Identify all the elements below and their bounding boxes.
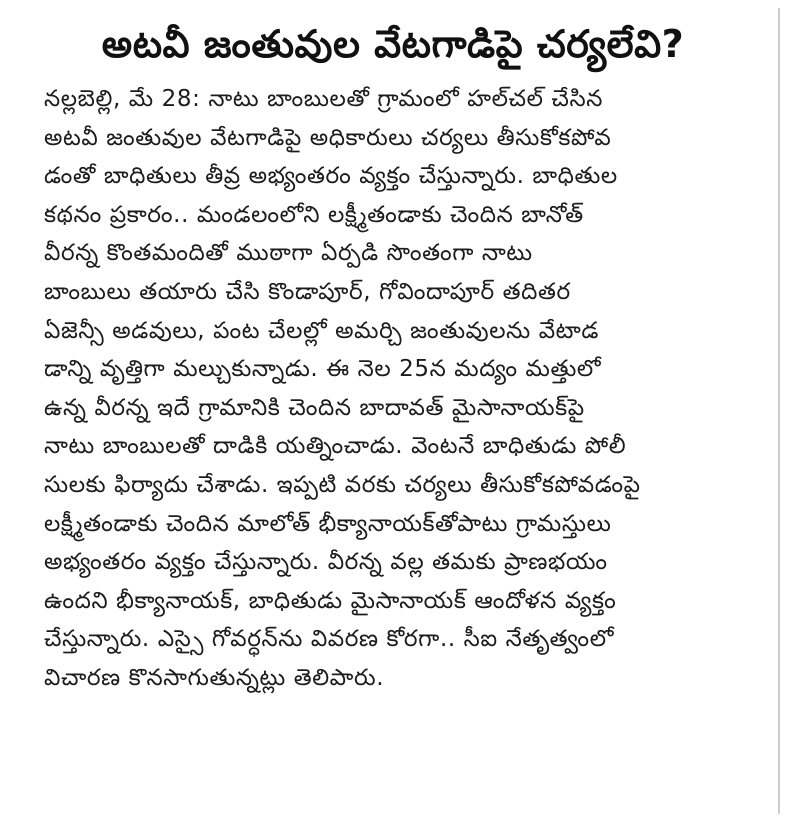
column-divider [778, 8, 780, 814]
article-body [44, 80, 762, 698]
article-line: అభ్యంతరం వ్యక్తం చేస్తున్నారు. వీరన్న వల్ల తమకు ప్రాణభయం [44, 549, 608, 576]
article-line: ఉన్న వీరన్న ఇదే గ్రామానికి చెందిన బాదావత్ మైసానాయక్‌పై [44, 394, 585, 421]
article-line: అటవీ జంతువుల వేటగాడిపై అధికారులు చర్యలు తీసుకోకపోవ [44, 124, 612, 151]
article-line: కథనం ప్రకారం.. మండలంలోని లక్ష్మీతండాకు చెందిన బానోత్ [44, 201, 584, 228]
article-line: వీరన్న కొంతమందితో ముఠాగా ఏర్పడి సొంతంగా నాటు [44, 240, 533, 267]
article-line: డంతో బాధితులు తీవ్ర అభ్యంతరం వ్యక్తం చేస్తున్నారు. బాధితుల [44, 163, 618, 190]
article-line: ఉందని భీక్యానాయక్, బాధితుడు మైసానాయక్ ఆందోళన వ్యక్తం [44, 587, 617, 614]
article-line: లక్ష్మీతండాకు చెందిన మాలోత్ భీక్యానాయక్‌తోపాటు గ్రామస్తులు [44, 510, 612, 537]
article-line: బాంబులు తయారు చేసి కొండాపూర్, గోవిందాపూర్ తదితర [44, 278, 571, 305]
article-line: ఏజెన్సీ అడవులు, పంట చేలల్లో అమర్చి జంతువులను వేటాడ [44, 317, 600, 344]
article-line: విచారణ కొనసాగుతున్నట్లు తెలిపారు. [44, 664, 385, 691]
headline: అటవీ జంతువుల వేటగాడిపై చర్యలేవి? [101, 22, 685, 66]
article-line: సులకు ఫిర్యాదు చేశాడు. ఇప్పటి వరకు చర్యలు తీసుకోకపోవడంపై [44, 471, 641, 498]
article-line: చేస్తున్నారు. ఎస్సై గోవర్ధన్‌ను వివరణ కోరగా.. సీఐ నేతృత్వంలో [44, 626, 614, 653]
article-line: డాన్ని వృత్తిగా మల్చుకున్నాడు. ఈ నెల 25న మద్యం మత్తులో [44, 356, 602, 383]
article-line: నాటు బాంబులతో దాడికి యత్నించాడు. వెంటనే బాధితుడు పోలీ [44, 433, 627, 460]
article-line: నల్లబెల్లి, మే 28: నాటు బాంబులతో గ్రామంలో హల్‌చల్ చేసిన [44, 86, 603, 112]
